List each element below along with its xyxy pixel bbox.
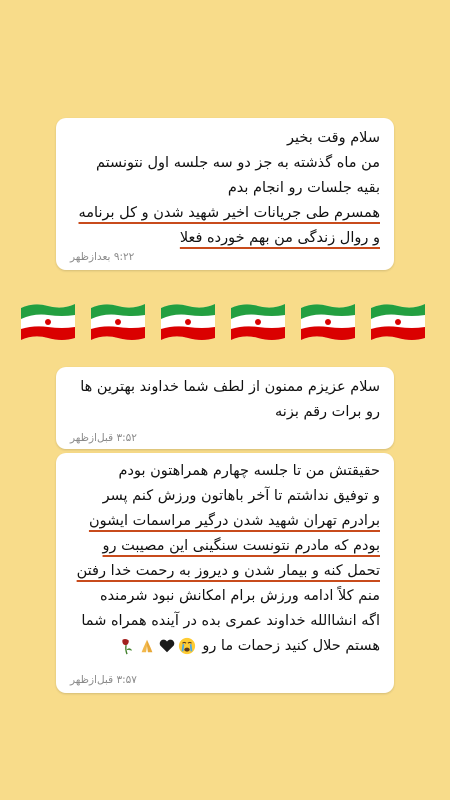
message-line: بقیه جلسات رو انجام بدم <box>227 180 380 196</box>
message-line: سلام وقت بخیر <box>287 130 380 146</box>
message-line: رو برات رقم بزنه <box>275 404 380 420</box>
message-line: حقیقتش من تا جلسه چهارم همراهتون بودم <box>118 463 380 479</box>
flag-row <box>18 298 438 348</box>
message-line-highlighted: و روال زندگی من بهم خورده فعلا <box>179 230 380 246</box>
message-line-with-emoji <box>70 634 380 659</box>
black-heart-icon <box>158 637 176 655</box>
crying-face-icon <box>178 637 196 655</box>
message-timestamp: ۳:۵۷ قبل‌ازظهر <box>70 674 137 686</box>
message-line: سلام عزیزم ممنون از لطف شما خداوند بهترین ها <box>80 379 380 395</box>
message-text: هستم حلال کنید زحمات ما رو <box>202 638 380 654</box>
folded-hands-icon <box>138 637 156 655</box>
iran-flag-icon <box>158 298 218 344</box>
message-line-highlighted: تحمل کنه و بیمار شدن و دیروز به رحمت خدا رفتن <box>76 563 380 579</box>
message-line-highlighted: برادرم تهران شهید شدن درگیر مراسمات ایشون <box>88 513 380 529</box>
message-timestamp: ۹:۲۲ بعدازظهر <box>70 251 135 263</box>
iran-flag-icon <box>88 298 148 344</box>
iran-flag-icon <box>228 298 288 344</box>
message-line-highlighted: بودم که مادرم نتونست سنگینی این مصیبت رو <box>102 538 380 554</box>
message-line-highlighted: همسرم طی جریانات اخیر شهید شدن و کل برنامه <box>78 205 380 221</box>
message-bubble-3[interactable] <box>56 453 394 693</box>
iran-flag-icon <box>18 298 78 344</box>
wilted-rose-icon <box>118 637 136 655</box>
message-line: منم کلاً ادامه ورزش برام امکانش نبود شرمنده <box>99 588 380 604</box>
message-line: اگه انشاالله خداوند عمری بده در آینده همراه شما <box>81 613 380 629</box>
message-bubble-2[interactable] <box>56 367 394 449</box>
iran-flag-icon <box>368 298 428 344</box>
message-bubble-1[interactable] <box>56 118 394 270</box>
iran-flag-icon <box>298 298 358 344</box>
message-line: و توفیق نداشتم تا آخر باهاتون ورزش کنم پسر <box>102 488 380 504</box>
message-line: من ماه گذشته به جز دو سه جلسه اول نتونستم <box>96 155 380 171</box>
message-timestamp: ۳:۵۲ قبل‌ازظهر <box>70 432 137 444</box>
